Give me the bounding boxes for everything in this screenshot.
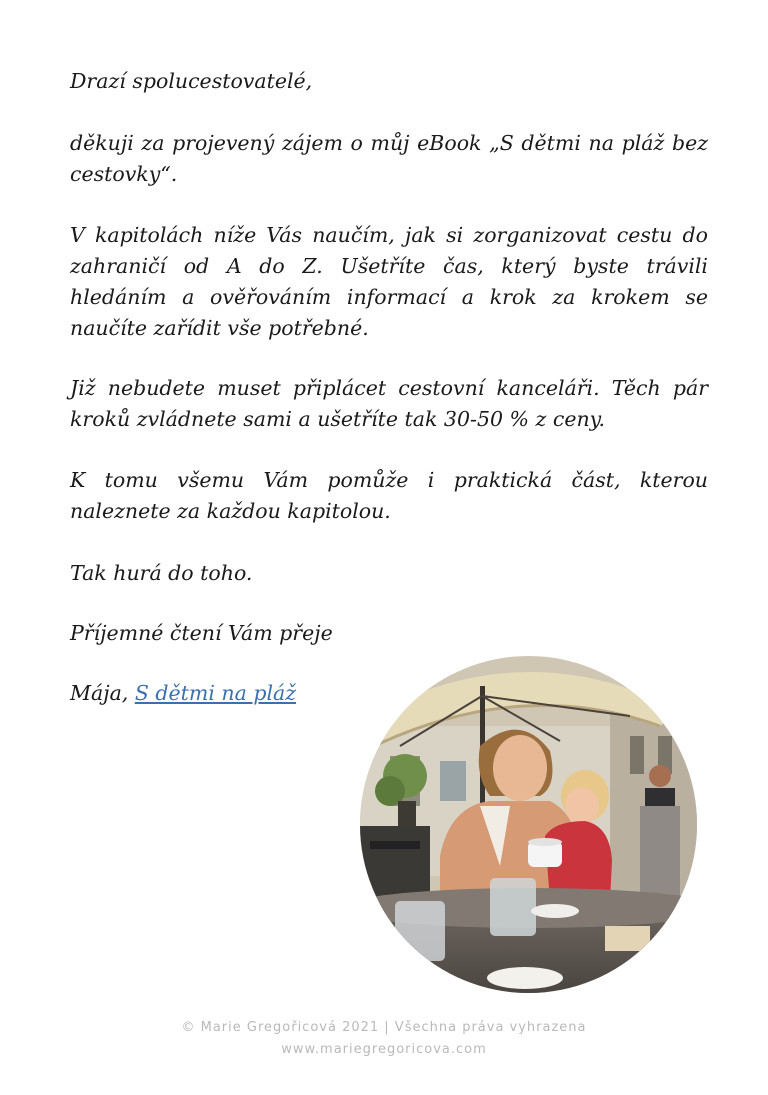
footer-copyright: © Marie Gregořicová 2021 | Všechna práva vyhrazena (181, 1020, 587, 1035)
practical-part-paragraph: K tomu všemu Vám pomůže i praktická část, kterou naleznete za každou kapitolou. (70, 468, 708, 523)
author-photo (360, 656, 697, 993)
footer-website: www.mariegregoricova.com (281, 1042, 487, 1057)
wishes-line: Příjemné čtení Vám přeje (70, 621, 333, 645)
signature-link[interactable]: S dětmi na pláž (134, 681, 297, 705)
greeting: Drazí spolucestovatelé, (70, 69, 313, 93)
encouragement-line: Tak hurá do toho. (70, 561, 253, 585)
intro-paragraph: děkuji za projevený zájem o můj eBook „S dětmi na pláž bez cestovky“. (70, 131, 708, 186)
signature-name: Mája, (70, 681, 135, 705)
savings-paragraph: Již nebudete muset připlácet cestovní kanceláři. Těch pár kroků zvládnete sami a ušetříte tak 30-50 % z ceny. (70, 376, 708, 431)
chapters-paragraph: V kapitolách níže Vás naučím, jak si zorganizovat cestu do zahraničí od A do Z. Ušetříte čas, který byste trávili hledáním a ověřováním informací a krok za krokem se naučíte zařídit vše potřebné. (70, 223, 708, 340)
